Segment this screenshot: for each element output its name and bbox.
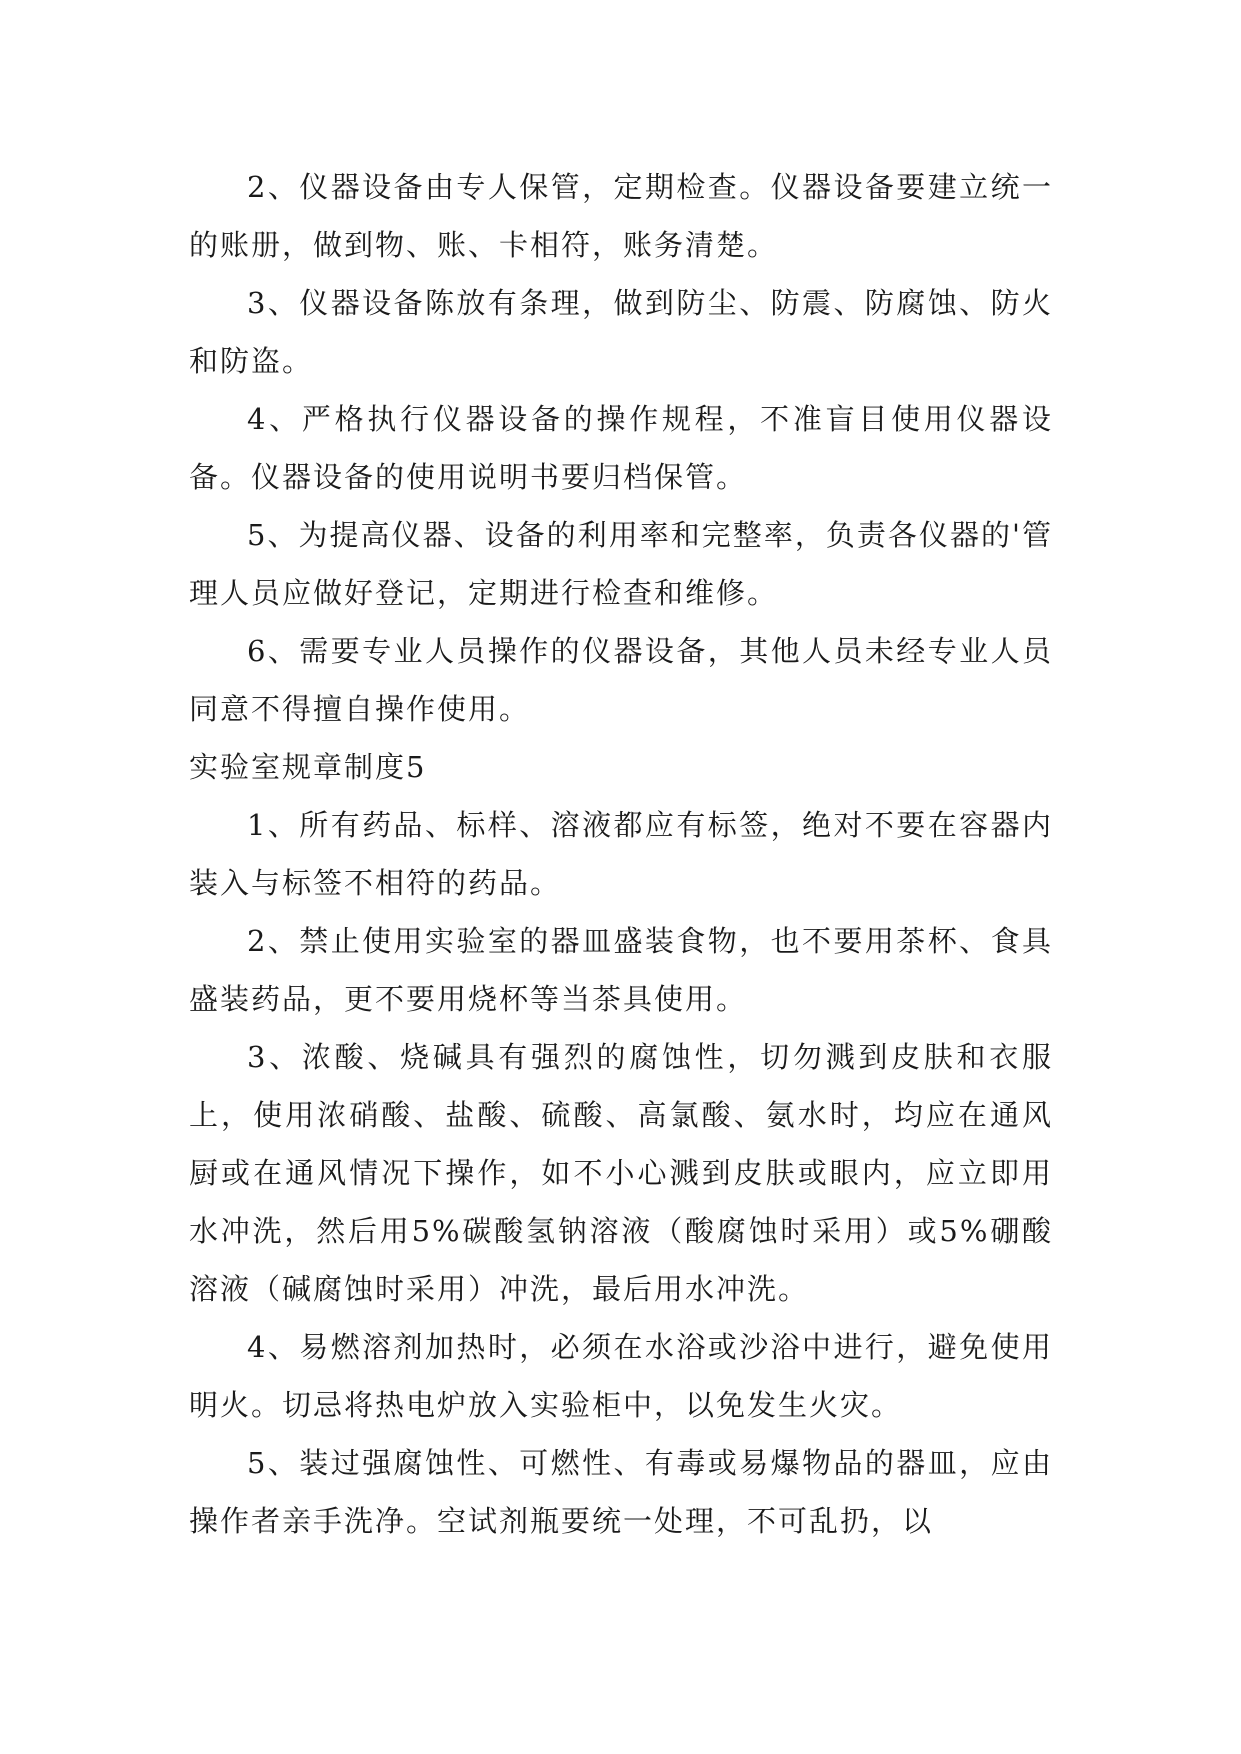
paragraph-item-2-equipment-custody: 2、仪器设备由专人保管，定期检查。仪器设备要建立统一的账册，做到物、账、卡相符，账务清楚。 (189, 170, 1053, 262)
paragraph-item-1-labels: 1、所有药品、标样、溶液都应有标签，绝对不要在容器内装入与标签不相符的药品。 (189, 808, 1053, 900)
paragraph-item-4-operating-procedures: 4、严格执行仪器设备的操作规程，不准盲目使用仪器设备。仪器设备的使用说明书要归档保管。 (189, 402, 1053, 494)
paragraph-item-5-maintenance: 5、为提高仪器、设备的利用率和完整率，负责各仪器的'管理人员应做好登记，定期进行检查和维修。 (189, 518, 1053, 610)
paragraph-item-5-vessel-cleaning: 5、装过强腐蚀性、可燃性、有毒或易爆物品的器皿，应由操作者亲手洗净。空试剂瓶要统一处理，不可乱扔，以 (189, 1446, 1053, 1538)
paragraph-item-6-professional-operation: 6、需要专业人员操作的仪器设备，其他人员未经专业人员同意不得擅自操作使用。 (189, 634, 1053, 726)
paragraph-item-2-no-food: 2、禁止使用实验室的器皿盛装食物，也不要用茶杯、食具盛装药品，更不要用烧杯等当茶具使用。 (189, 924, 1053, 1016)
section-heading: 实验室规章制度5 (189, 750, 427, 784)
paragraph-item-4-flammable-solvents: 4、易燃溶剂加热时，必须在水浴或沙浴中进行，避免使用明火。切忌将热电炉放入实验柜中，以免发生火灾。 (189, 1330, 1053, 1422)
document-body (189, 158, 1053, 1550)
paragraph-item-3-corrosives: 3、浓酸、烧碱具有强烈的腐蚀性，切勿溅到皮肤和衣服上，使用浓硝酸、盐酸、硫酸、高氯酸、氨水时，均应在通风厨或在通风情况下操作，如不小心溅到皮肤或眼内，应立即用水冲洗，然后用5%碳酸氢钠溶液（酸腐蚀时采用）或5%硼酸溶液（碱腐蚀时采用）冲洗，最后用水冲洗。 (189, 1040, 1053, 1306)
paragraph-item-3-equipment-storage: 3、仪器设备陈放有条理，做到防尘、防震、防腐蚀、防火和防盗。 (189, 286, 1053, 378)
